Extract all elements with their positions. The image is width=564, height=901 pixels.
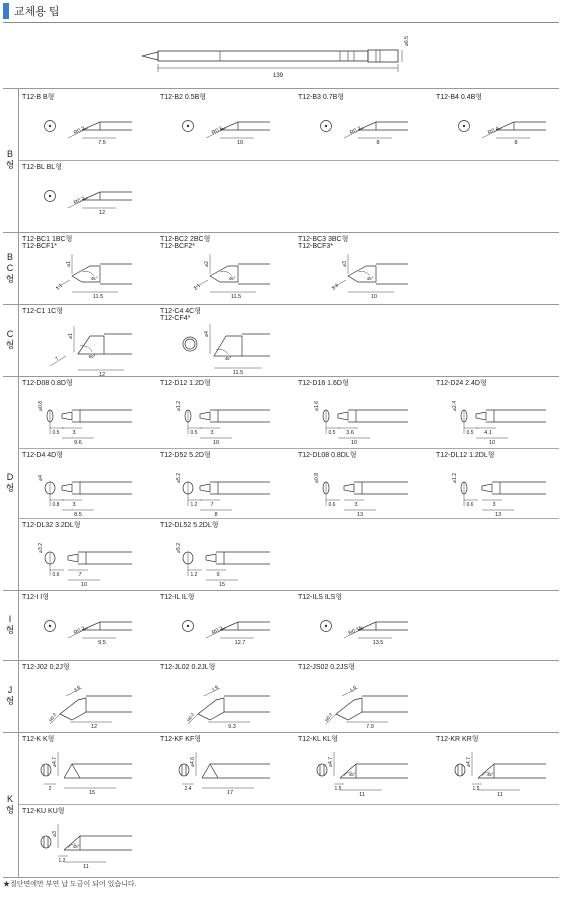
tip-cell-t12-d52 (158, 452, 293, 522)
tip-name-alt: T12-BCF1* (22, 243, 58, 250)
tip-name: T12-B B형 (22, 94, 55, 101)
dimension-label: 11.5 (230, 294, 242, 300)
tip-diagram (20, 178, 140, 234)
tip-overview-diagram (140, 28, 420, 80)
tip-diagram (296, 678, 416, 734)
dimension-label: R0.2 (48, 711, 58, 723)
dimension-label: ⌀3 (52, 831, 58, 837)
dimension-label: 1.1 (54, 282, 64, 292)
dimension-label: ⌀2 (204, 261, 210, 267)
tip-name: T12-BC1 1BC형 (22, 236, 73, 243)
tip-diagram (158, 678, 278, 734)
tip-cell-t12-js02 (296, 664, 431, 734)
tip-diagram (434, 108, 554, 164)
tip-name: T12-DL08 0.8DL형 (298, 452, 357, 459)
dimension-label: 7.5 (98, 140, 106, 146)
dimension-label: ⌀1 (66, 261, 72, 267)
tip-name: T12-I I형 (22, 594, 49, 601)
group-divider (3, 88, 559, 89)
dimension-label: 3 (210, 430, 214, 436)
tip-cell-t12-d24 (434, 380, 564, 450)
dimension-label: ⌀4.7 (466, 757, 472, 767)
tip-name: T12-B4 0.4B형 (436, 94, 483, 101)
tip-cell-t12-c4 (158, 308, 293, 378)
dimension-label: 7 (210, 502, 214, 508)
dimension-label: 2.1 (192, 282, 202, 292)
tip-diagram (158, 750, 278, 806)
tip-diagram (20, 822, 140, 878)
tip-drawing (455, 752, 546, 798)
dimension-label: 10 (488, 440, 496, 446)
group-side-line (18, 304, 19, 376)
group-side-line (18, 232, 19, 304)
tip-name: T12-BC3 3BC형 (298, 236, 349, 243)
dimension-label: 0.8 (52, 502, 60, 508)
dimension-label: ⌀0.8 (314, 473, 320, 483)
dimension-label: ⌀2.4 (452, 401, 458, 411)
dimension-label: 0.5 (52, 430, 60, 436)
tip-drawing (183, 621, 271, 647)
dimension-label: 3 (492, 502, 496, 508)
tip-diagram (158, 536, 278, 592)
tip-drawing (321, 621, 409, 647)
dimension-label: ⌀4.7 (328, 757, 334, 767)
tip-cell-t12-dl12 (434, 452, 564, 522)
tip-drawing (38, 543, 132, 588)
dimension-label: 0.5 (466, 430, 474, 436)
tip-name: T12-BL BL형 (22, 164, 62, 171)
tip-drawing (176, 401, 270, 446)
tip-diagram (296, 394, 416, 450)
dimension-label: 3.3 (330, 282, 340, 292)
tip-name: T12-D4 4D형 (22, 452, 63, 459)
title-marker (3, 3, 9, 19)
tip-name-alt: T12-CF4* (160, 315, 191, 322)
tip-cell-t12-jl02 (158, 664, 293, 734)
tip-drawing (321, 121, 409, 147)
dimension-label: 8 (214, 512, 218, 518)
tip-diagram (20, 322, 140, 378)
tip-name: T12-C1 1C형 (22, 308, 63, 315)
tip-diagram (20, 608, 140, 664)
dimension-label: 0.6 (466, 502, 474, 508)
tip-drawing (317, 752, 408, 798)
dimension-label: 17 (226, 790, 234, 796)
tip-cell-t12-b3 (296, 94, 431, 164)
tip-drawing (48, 685, 132, 730)
dimension-label: 15 (88, 790, 96, 796)
tip-diagram (20, 678, 140, 734)
dimension-label: 15 (218, 582, 226, 588)
dimension-label: R0.2 (73, 195, 87, 207)
dimension-label: ⌀4.7 (52, 757, 58, 767)
tip-drawing (176, 543, 270, 588)
dimension-label: R0.5 (211, 125, 225, 137)
tip-drawing (193, 254, 270, 300)
tip-diagram (20, 252, 140, 308)
group-label-i: I 형 (5, 614, 15, 635)
dimension-label: 11 (359, 792, 365, 798)
dimension-label: ⌀1.2 (176, 401, 182, 411)
tip-diagram (158, 324, 278, 380)
tip-diagram (296, 108, 416, 164)
tip-cell-t12-kr (434, 736, 564, 806)
tip-diagram (296, 466, 416, 522)
dimension-label: ⌀1.2 (452, 473, 458, 483)
tip-name: T12-D16 1.6D형 (298, 380, 349, 387)
dimension-label: 0.5 (190, 430, 198, 436)
dimension-label: ⌀3 (342, 261, 348, 267)
tip-name-alt: T12-BCF2* (160, 243, 196, 250)
tip-cell-t12-b2 (158, 94, 293, 164)
tip-cell-t12-bc3 (296, 236, 431, 306)
tip-drawing (459, 121, 547, 147)
dimension-label: 45° (224, 356, 232, 361)
dimension-label: 8.5 (74, 512, 82, 518)
tip-drawing (38, 401, 132, 446)
dimension-label: 3.6 (72, 684, 82, 694)
dimension-label: 45° (72, 844, 80, 849)
dimension-label: ⌀4 (38, 475, 44, 481)
dimension-label: R0.2 (73, 125, 87, 137)
tip-drawing (50, 326, 132, 378)
group-side-line (18, 376, 19, 590)
dimension-label: 13.5 (372, 640, 384, 646)
tip-drawing (314, 473, 408, 518)
tip-name: T12-KL KL형 (298, 736, 338, 743)
tip-diagram (434, 394, 554, 450)
dimension-label: 8 (514, 140, 518, 146)
dimension-label: 3.6 (346, 430, 354, 436)
tip-diagram (434, 750, 554, 806)
tip-drawing (186, 685, 270, 730)
tip-diagram (158, 394, 278, 450)
tip-name: T12-D24 2.4D형 (436, 380, 487, 387)
dimension-label: 9 (216, 572, 220, 578)
tip-diagram (20, 750, 140, 806)
tip-drawing (183, 121, 271, 147)
tip-name: T12-KF KF형 (160, 736, 201, 743)
dimension-label: 1.6 (348, 684, 358, 694)
tip-diagram (158, 252, 278, 308)
tip-diagram (158, 466, 278, 522)
tip-cell-t12-d12 (158, 380, 293, 450)
dimension-label: 1.5 (334, 786, 342, 792)
tip-name: T12-ILS ILS형 (298, 594, 343, 601)
dimension-label: 1.2 (190, 502, 198, 508)
dimension-label: 60° (88, 354, 96, 359)
tip-name: T12-D52 5.2D형 (160, 452, 211, 459)
tip-name-alt: T12-BCF3* (298, 243, 334, 250)
tip-name: T12-J02 0.2J형 (22, 664, 70, 671)
tip-cell-t12-b (20, 94, 155, 164)
dimension-label: R0.2 (73, 625, 87, 637)
dimension-label: 9.3 (228, 724, 236, 730)
tip-name: T12-DL32 3.2DL형 (22, 522, 81, 529)
dimension-label: R0.2 (186, 711, 196, 723)
tip-cell-t12-d16 (296, 380, 431, 450)
tip-drawing (331, 254, 408, 300)
dimension-label: 2.4 (184, 786, 192, 792)
dimension-label: 11 (83, 864, 89, 870)
footnote: ★절단면에만 부연 납 도금이 되어 있습니다. (3, 881, 137, 888)
dimension-label: R0.2 (211, 625, 225, 637)
tip-name: T12-K K형 (22, 736, 55, 743)
group-side-line (18, 660, 19, 732)
tip-cell-t12-d08 (20, 380, 155, 450)
tip-drawing (314, 401, 408, 446)
dimension-label: 9.6 (74, 440, 82, 446)
group-label-k: K 형 (5, 793, 15, 815)
tip-cell-t12-dl52 (158, 522, 293, 592)
tip-drawing (45, 121, 133, 147)
tip-name: T12-KU KU형 (22, 808, 65, 815)
group-label-bc: B C 형 (5, 251, 15, 284)
tip-cell-t12-k (20, 736, 155, 806)
title-divider (3, 22, 559, 23)
dimension-label: 12.7 (234, 640, 246, 646)
tip-drawing (55, 254, 132, 300)
group-label-d: D 형 (5, 472, 15, 493)
tip-name: T12-B2 0.5B형 (160, 94, 207, 101)
dimension-label: ⌀3.2 (38, 543, 44, 553)
dimension-label: 12 (90, 724, 98, 730)
dimension-label: 10 (350, 440, 358, 446)
tip-name: T12-KR KR형 (436, 736, 479, 743)
dimension-label: 2 (48, 786, 52, 792)
dimension-label: 7 (78, 572, 82, 578)
tip-name: T12-D08 0.8D형 (22, 380, 73, 387)
dimension-label: 8 (376, 140, 380, 146)
dimension-label: 7 (54, 356, 61, 363)
dimension-label: 10 (370, 294, 378, 300)
group-label-j: J 형 (5, 685, 15, 706)
group-label-c: C 형 (5, 329, 15, 350)
dimension-label: 11.5 (92, 294, 104, 300)
tip-cell-t12-dl08 (296, 452, 431, 522)
dimension-label: 7.9 (366, 724, 374, 730)
tip-drawing (183, 324, 270, 376)
dimension-label: ⌀4 (204, 331, 210, 337)
dimension-label: 10 (212, 440, 220, 446)
dimension-label: 45° (486, 772, 494, 777)
tip-drawing (179, 752, 270, 796)
tip-cell-t12-bc2 (158, 236, 293, 306)
tip-cell-t12-bc1 (20, 236, 155, 306)
tip-diagram (434, 466, 554, 522)
dimension-label: 12 (98, 210, 106, 216)
dimension-label: ⌀4.6 (190, 757, 196, 767)
dimension-label: 11 (497, 792, 503, 798)
dimension-label: 45° (90, 276, 98, 281)
dimension-label: ⌀0.8 (38, 401, 44, 411)
tip-cell-t12-d4 (20, 452, 155, 522)
dimension-label: 45° (348, 772, 356, 777)
tip-name: T12-DL12 1.2DL형 (436, 452, 495, 459)
dimension-label: ⌀5.2 (176, 473, 182, 483)
page-title: 교체용 팁 (14, 6, 60, 18)
tip-cell-t12-ku (20, 808, 155, 878)
tip-diagram (158, 108, 278, 164)
tip-cell-t12-b4 (434, 94, 564, 164)
tip-diagram (296, 252, 416, 308)
tip-cell-t12-dl32 (20, 522, 155, 592)
dimension-label: 10 (80, 582, 88, 588)
tip-cell-t12-kf (158, 736, 293, 806)
tip-drawing (452, 401, 546, 446)
dimension-label: 1.5 (472, 786, 480, 792)
tip-diagram (20, 466, 140, 522)
group-side-line (18, 590, 19, 660)
dimension-label: 3 (72, 502, 76, 508)
tip-cell-t12-kl (296, 736, 431, 806)
dimension-label: 11.5 (232, 370, 244, 376)
hero-length: 139 (272, 73, 284, 79)
tip-drawing (324, 685, 408, 730)
dimension-label: 12 (98, 372, 106, 378)
tip-cell-t12-i (20, 594, 155, 664)
dimension-label: 45° (228, 276, 236, 281)
dimension-label: 1.2 (58, 858, 66, 864)
dimension-label: 7.9 (210, 684, 220, 694)
tip-name: T12-IL IL형 (160, 594, 195, 601)
dimension-label: 13 (356, 512, 364, 518)
tip-cell-t12-ils (296, 594, 431, 664)
dimension-label: ⌀1.6 (314, 401, 320, 411)
tip-diagram (296, 608, 416, 664)
dimension-label: 0.6 (328, 502, 336, 508)
tip-diagram (20, 536, 140, 592)
tip-name: T12-JL02 0.2JL형 (160, 664, 216, 671)
tip-diagram (296, 750, 416, 806)
dimension-label: 1.2 (190, 572, 198, 578)
tip-diagram (20, 394, 140, 450)
dimension-label: 10 (236, 140, 244, 146)
dimension-label: 0.5 (328, 430, 336, 436)
group-label-b: B 형 (5, 149, 15, 170)
tip-name: T12-JS02 0.2JS형 (298, 664, 355, 671)
dimension-label: 45° (366, 276, 374, 281)
dimension-label: R0.4 (487, 125, 501, 137)
tip-diagram (158, 608, 278, 664)
tip-drawing (41, 824, 132, 870)
tip-drawing (38, 475, 132, 518)
dimension-label: 13 (494, 512, 502, 518)
tip-drawing (45, 191, 133, 217)
tip-cell-t12-bl (20, 164, 155, 234)
dimension-label: 4.1 (484, 430, 492, 436)
dimension-label: 3 (354, 502, 358, 508)
tip-name: T12-BC2 2BC형 (160, 236, 211, 243)
tip-drawing (41, 752, 132, 796)
dimension-label: 3 (72, 430, 76, 436)
dimension-label: R0.7 (349, 125, 363, 137)
dimension-label: 9.5 (98, 640, 106, 646)
tip-drawing (452, 473, 546, 518)
tip-cell-t12-c1 (20, 308, 155, 378)
dimension-label: 0.6 (52, 572, 60, 578)
dimension-label: ⌀5.2 (176, 543, 182, 553)
tip-name: T12-DL52 5.2DL형 (160, 522, 219, 529)
tip-drawing (176, 473, 270, 518)
tip-diagram (20, 108, 140, 164)
section-title (3, 2, 60, 20)
dimension-label: ⌀1 (68, 333, 74, 339)
tip-cell-t12-il (158, 594, 293, 664)
tip-cell-t12-j02 (20, 664, 155, 734)
tip-name: T12-D12 1.2D형 (160, 380, 211, 387)
dimension-label: R0.2 (324, 711, 334, 723)
hero-diameter: ⌀6.5 (404, 36, 410, 46)
tip-name: T12-B3 0.7B형 (298, 94, 345, 101)
tip-name: T12-C4 4C형 (160, 308, 201, 315)
dimension-label: R0.15 (347, 625, 364, 637)
tip-drawing (45, 621, 133, 647)
